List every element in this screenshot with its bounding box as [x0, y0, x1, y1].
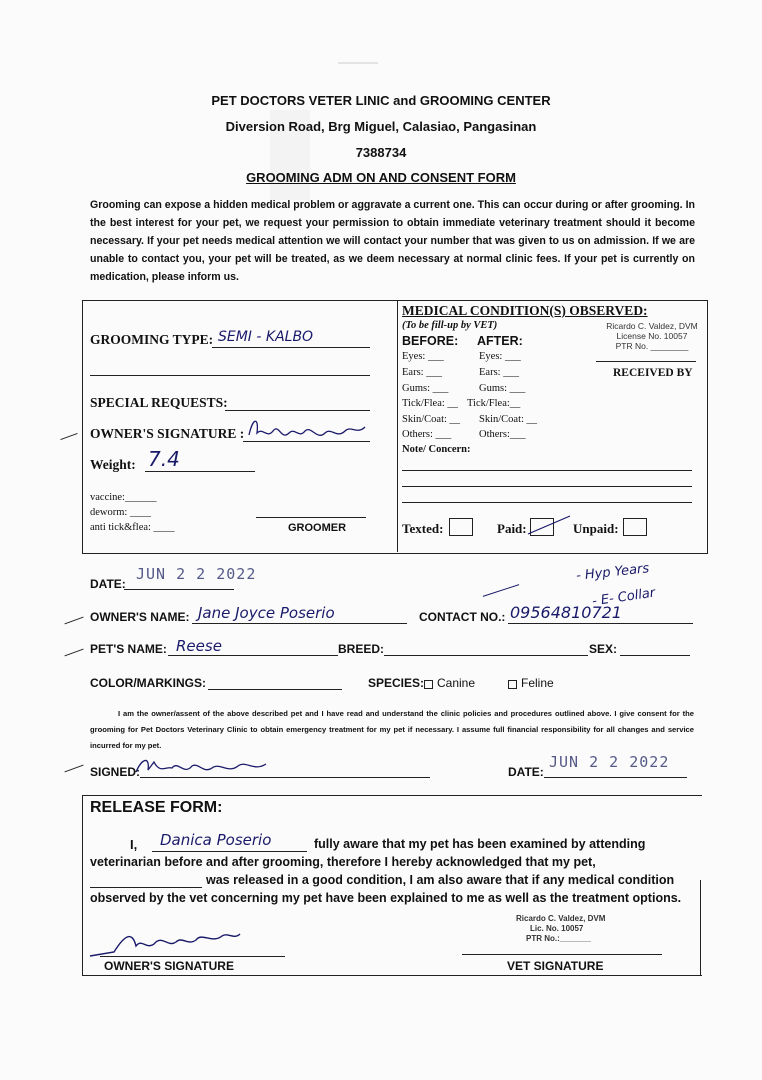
contact-label: CONTACT NO.:: [419, 610, 506, 624]
breed-line: [384, 655, 588, 656]
intro-paragraph: Grooming can expose a hidden medical problem or aggravate a current one. This can occur during or after grooming. In the best interest for your pet, we request your permission to obtain immediate veterinary treatment should it become necessary. If your pet needs medical attention we will contact your number that was given to us on admission. If we are unable to contact you, your pet will be treated, as we deem necessary at normal clinic fees. If your pet is currently on medication, please inform us.: [90, 199, 695, 283]
contact-line: [508, 623, 693, 624]
owner-name-value: Jane Joyce Poserio: [198, 604, 335, 622]
color-label: COLOR/MARKINGS:: [90, 676, 206, 690]
sex-line: [620, 655, 690, 656]
after-gums: Gums: ___: [479, 383, 526, 394]
tick-mark: [64, 765, 83, 773]
handwritten-note-1: - Hyp Years: [575, 561, 650, 584]
paid-check-mark: [524, 512, 574, 538]
texted-checkbox[interactable]: [449, 518, 473, 536]
release-top-rule: [82, 795, 702, 796]
release-pet-line: [90, 887, 202, 888]
before-ears: Ears: ___: [402, 367, 442, 378]
groomer-line: [256, 517, 366, 518]
received-by-line: [596, 361, 696, 362]
release-text-4: observed by the vet concerning my pet have been explained to me as well as the treatment options.: [90, 891, 682, 905]
grooming-extra-line: [90, 375, 370, 376]
grooming-type-value: SEMI - KALBO: [218, 329, 314, 345]
tick-mark: [64, 617, 83, 625]
antitick-label: anti tick&flea: ____: [90, 522, 175, 533]
before-eyes: Eyes: ___: [402, 351, 444, 362]
release-name-line: [152, 851, 307, 852]
signed-date-label: DATE:: [508, 765, 544, 779]
species-label: SPECIES:: [368, 676, 425, 690]
vet-stamp-bottom-ptr: PTR No.:_______: [526, 934, 591, 943]
release-text-1: fully aware that my pet has been examined by attending: [314, 837, 646, 851]
weight-line: [145, 471, 255, 472]
vet-stamp-bottom-name: Ricardo C. Valdez, DVM: [516, 914, 606, 923]
before-tick: Tick/Flea: __: [402, 398, 458, 409]
owner-name-line: [192, 623, 407, 624]
paid-label: Paid:: [497, 521, 527, 536]
breed-label: BREED:: [338, 642, 385, 656]
groomer-label: GROOMER: [288, 522, 347, 534]
after-tick: Tick/Flea:__: [467, 398, 521, 409]
signed-label: SIGNED:: [90, 765, 141, 779]
release-bottom-rule: [82, 975, 702, 976]
medical-subtitle: (To be fill-up by VET): [402, 320, 498, 331]
vaccine-label: vaccine:______: [90, 492, 157, 503]
color-line: [208, 689, 342, 690]
note-line-1: [402, 470, 692, 471]
owner-signature: [245, 413, 370, 449]
owner-signature-label: OWNER'S SIGNATURE :: [90, 426, 245, 441]
vet-sig-label: VET SIGNATURE: [507, 959, 604, 973]
special-requests-label: SPECIAL REQUESTS:: [90, 395, 228, 410]
vet-stamp-license: License No. 10057: [616, 331, 688, 341]
owner-name-label: OWNER'S NAME:: [90, 610, 190, 624]
note-label: Note/ Concern:: [402, 444, 471, 455]
release-owner-signature: [84, 922, 244, 964]
canine-checkbox[interactable]: [424, 680, 433, 689]
weight-value: 7.4: [148, 447, 180, 471]
feline-label: Feline: [521, 676, 554, 690]
weight-label: Weight:: [90, 457, 136, 472]
vet-stamp-ptr: PTR No. ________: [615, 341, 689, 351]
pet-name-value: Reese: [176, 637, 222, 655]
special-requests-line: [225, 410, 370, 411]
after-ears: Ears: ___: [479, 367, 519, 378]
deworm-label: deworm: ____: [90, 507, 151, 518]
received-by-label: RECEIVED BY: [613, 367, 693, 379]
texted-label: Texted:: [402, 521, 444, 536]
scan-artifact: [338, 62, 378, 64]
release-name-prefix: I,: [130, 837, 138, 852]
unpaid-label: Unpaid:: [573, 521, 619, 536]
before-gums: Gums: ___: [402, 383, 449, 394]
unpaid-checkbox[interactable]: [623, 518, 647, 536]
signed-date-stamp: JUN 2 2 2022: [549, 753, 670, 771]
clinic-phone: 7388734: [355, 145, 407, 160]
release-name-value: Danica Poserio: [160, 831, 272, 849]
tick-mark: [60, 433, 77, 440]
feline-checkbox[interactable]: [508, 680, 517, 689]
sex-label: SEX:: [589, 642, 618, 656]
handwritten-note-2: - E- Collar: [591, 585, 657, 610]
before-skin: Skin/Coat: __: [402, 414, 461, 425]
owner-sig-line: [100, 956, 285, 957]
consent-paragraph: I am the owner/assent of the above described pet and I have read and understand the clinic policies and procedures outlined above. I give consent for the grooming for Pet Doctors Veterinary Clinic to obtain emergency treatment for my pet if necessary. I assume full financial responsibility for all changes and service incurred for my pet.: [90, 709, 694, 750]
before-label: BEFORE:: [402, 334, 459, 348]
clinic-address: Diversion Road, Brg Miguel, Calasiao, Pangasinan: [225, 119, 537, 134]
release-text-2: veterinarian before and after grooming, therefore I hereby acknowledged that my pet,: [90, 855, 596, 869]
owner-sig-label: OWNER'S SIGNATURE: [104, 959, 234, 973]
after-skin: Skin/Coat: __: [479, 414, 538, 425]
form-title: GROOMING ADM ON AND CONSENT FORM: [246, 170, 516, 185]
note-line-2: [402, 486, 692, 487]
release-text-3: was released in a good condition, I am also aware that if any medical condition: [206, 873, 675, 887]
canine-label: Canine: [437, 676, 476, 690]
release-title: RELEASE FORM:: [90, 799, 223, 816]
handwritten-stroke: [483, 584, 519, 597]
date-label: DATE:: [90, 577, 126, 591]
pet-name-label: PET'S NAME:: [90, 642, 167, 656]
vet-stamp-name: Ricardo C. Valdez, DVM: [606, 321, 698, 331]
date-stamp: JUN 2 2 2022: [136, 565, 257, 583]
grooming-type-line: [212, 347, 370, 348]
after-label: AFTER:: [477, 334, 523, 348]
contact-value: 09564810721: [510, 603, 622, 622]
signed-signature: [132, 752, 272, 782]
vet-stamp-bottom: [516, 914, 616, 944]
clinic-name: PET DOCTORS VETER LINIC and GROOMING CENTER: [211, 93, 551, 108]
signed-date-line: [544, 777, 687, 778]
before-others: Others: ___: [402, 429, 452, 440]
vet-stamp-top: [606, 321, 698, 351]
after-eyes: Eyes: ___: [479, 351, 521, 362]
medical-title: MEDICAL CONDITION(S) OBSERVED:: [402, 303, 648, 318]
pet-name-line: [168, 655, 338, 656]
note-line-3: [402, 502, 692, 503]
release-left-rule: [82, 795, 83, 975]
after-others: Others:___: [479, 429, 526, 440]
vet-stamp-bottom-license: Lic. No. 10057: [530, 924, 584, 933]
vet-sig-line: [462, 954, 662, 955]
box-divider: [397, 300, 398, 552]
grooming-type-label: GROOMING TYPE:: [90, 332, 214, 347]
date-line: [124, 589, 234, 590]
tick-mark: [64, 649, 83, 657]
release-right-rule: [700, 880, 701, 975]
